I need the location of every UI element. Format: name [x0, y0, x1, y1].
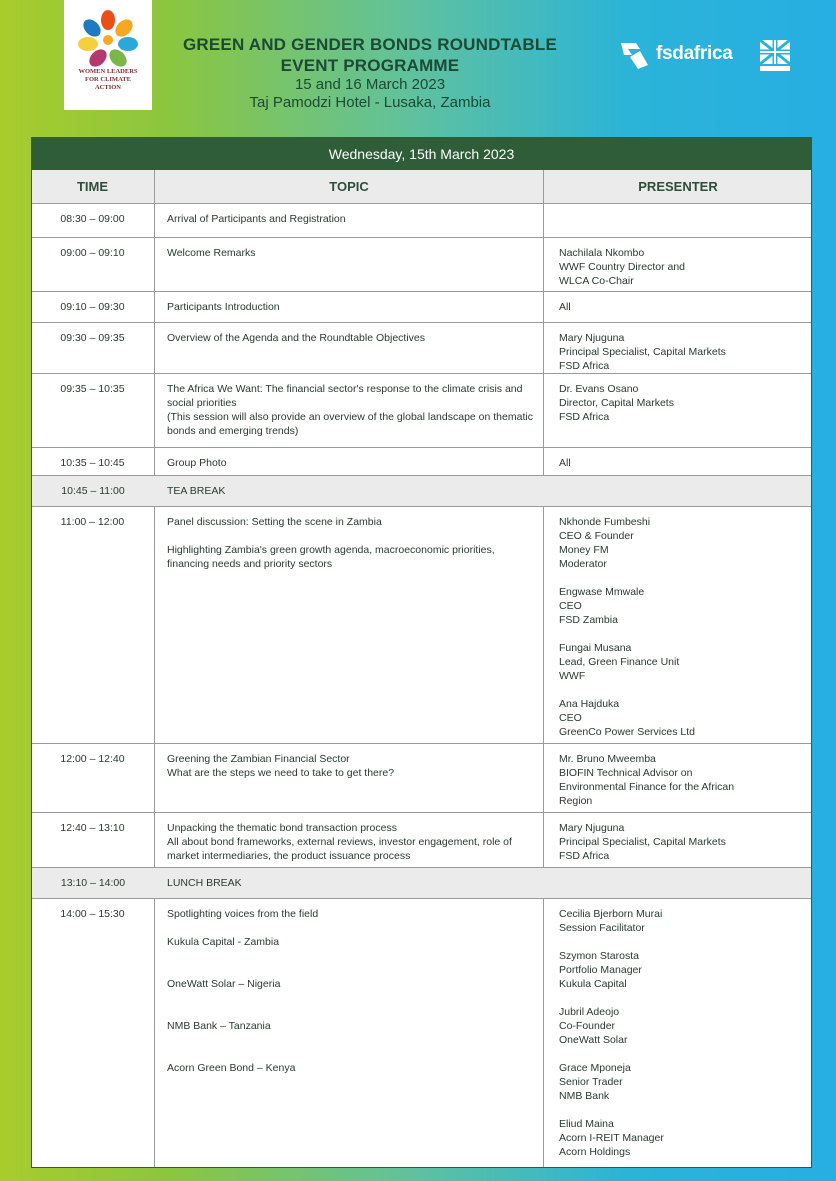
table-row [31, 744, 812, 813]
fsd-africa-icon [618, 37, 652, 71]
table-row [31, 507, 812, 744]
table-row [31, 323, 812, 374]
column-header-presenter: PRESENTER [544, 170, 812, 204]
topic-cell: The Africa We Want: The financial sector's response to the climate crisis and social priorities (This session will also provide an overview of the global landscape on thematic bonds and emerging trends) [155, 374, 544, 447]
hands-icon [78, 10, 138, 70]
time-cell: 09:10 – 09:30 [31, 292, 155, 322]
presenter-cell: All [559, 457, 571, 469]
presenter-cell: Cecilia Bjerborn Murai Session Facilitator Szymon Starosta Portfolio Manager Kukula Capital Jubril Adeojo Co-Founder OneWatt Solar Grace Mponeja Senior Trader NMB Bank Eliud Maina Acorn I-REIT Manager Acorn Holdings [559, 908, 664, 1158]
table-row [31, 448, 812, 476]
topic-cell: Arrival of Participants and Registration [155, 204, 544, 237]
time-cell: 09:35 – 10:35 [31, 374, 155, 447]
break-row [31, 868, 812, 899]
table-row [31, 374, 812, 448]
time-cell: 12:00 – 12:40 [31, 744, 155, 812]
topic-cell: Spotlighting voices from the field Kukula Capital - Zambia OneWatt Solar – Nigeria NMB Bank – Tanzania Acorn Green Bond – Kenya [155, 899, 544, 1167]
presenter-cell: Dr. Evans Osano Director, Capital Markets FSD Africa [559, 383, 674, 423]
programme-table [31, 137, 812, 1168]
presenter-cell [544, 204, 812, 237]
topic-cell: Unpacking the thematic bond transaction process All about bond frameworks, external reviews, investor engagement, role of market intermediaries, the product issuance process [155, 813, 544, 867]
wlca-logo [64, 0, 152, 110]
time-cell: 09:30 – 09:35 [31, 323, 155, 373]
column-header-topic: TOPIC [155, 170, 544, 204]
topic-cell: LUNCH BREAK [167, 877, 242, 889]
time-cell: 14:00 – 15:30 [31, 899, 155, 1167]
table-row [31, 204, 812, 238]
time-cell: 10:45 – 11:00 [61, 485, 125, 497]
table-row [31, 292, 812, 323]
fsd-africa-label: fsdafrica [656, 43, 733, 64]
fsd-africa-logo [618, 36, 733, 72]
topic-cell: TEA BREAK [167, 485, 226, 497]
ukaid-icon [760, 40, 790, 72]
table-row [31, 813, 812, 868]
presenter-cell: Nkhonde Fumbeshi CEO & Founder Money FM Moderator Engwase Mmwale CEO FSD Zambia Fungai Musana Lead, Green Finance Unit WWF Ana Hajduka CEO GreenCo Power Services Ltd [559, 516, 695, 738]
presenter-cell: Mary Njuguna Principal Specialist, Capital Markets FSD Africa [559, 822, 726, 862]
topic-cell: Group Photo [155, 448, 544, 475]
presenter-cell: Mary Njuguna Principal Specialist, Capital Markets FSD Africa [559, 332, 726, 372]
title-line-2: EVENT PROGRAMME [280, 56, 460, 75]
topic-cell: Welcome Remarks [155, 238, 544, 291]
time-cell: 09:00 – 09:10 [31, 238, 155, 291]
title-line-1: GREEN AND GENDER BONDS ROUNDTABLE [182, 35, 557, 54]
topic-cell: Overview of the Agenda and the Roundtable Objectives [155, 323, 544, 373]
time-cell: 11:00 – 12:00 [31, 507, 155, 743]
table-row [31, 899, 812, 1168]
day-header: Wednesday, 15th March 2023 [31, 137, 812, 170]
time-cell: 13:10 – 14:00 [60, 877, 126, 889]
page-header [170, 34, 570, 112]
presenter-cell: Nachilala Nkombo WWF Country Director and WLCA Co-Chair [559, 247, 686, 287]
table-row [31, 238, 812, 292]
break-row [31, 476, 812, 507]
time-cell: 12:40 – 13:10 [31, 813, 155, 867]
topic-cell: Panel discussion: Setting the scene in Zambia Highlighting Zambia's green growth agenda, macroeconomic priorities, financing needs and priority sectors [155, 507, 544, 743]
event-venue: Taj Pamodzi Hotel - Lusaka, Zambia [249, 94, 491, 111]
column-header-time: TIME [31, 170, 155, 204]
presenter-cell: Mr. Bruno Mweemba BIOFIN Technical Advisor on Environmental Finance for the African Region [559, 753, 735, 807]
logo-text: WOMEN LEADERS FOR CLIMATE ACTION [78, 68, 138, 91]
time-cell: 08:30 – 09:00 [31, 204, 155, 237]
topic-cell: Participants Introduction [155, 292, 544, 322]
topic-cell: Greening the Zambian Financial Sector What are the steps we need to take to get there? [155, 744, 544, 812]
event-dates: 15 and 16 March 2023 [294, 76, 446, 93]
time-cell: 10:35 – 10:45 [31, 448, 155, 475]
presenter-cell: All [559, 301, 571, 313]
